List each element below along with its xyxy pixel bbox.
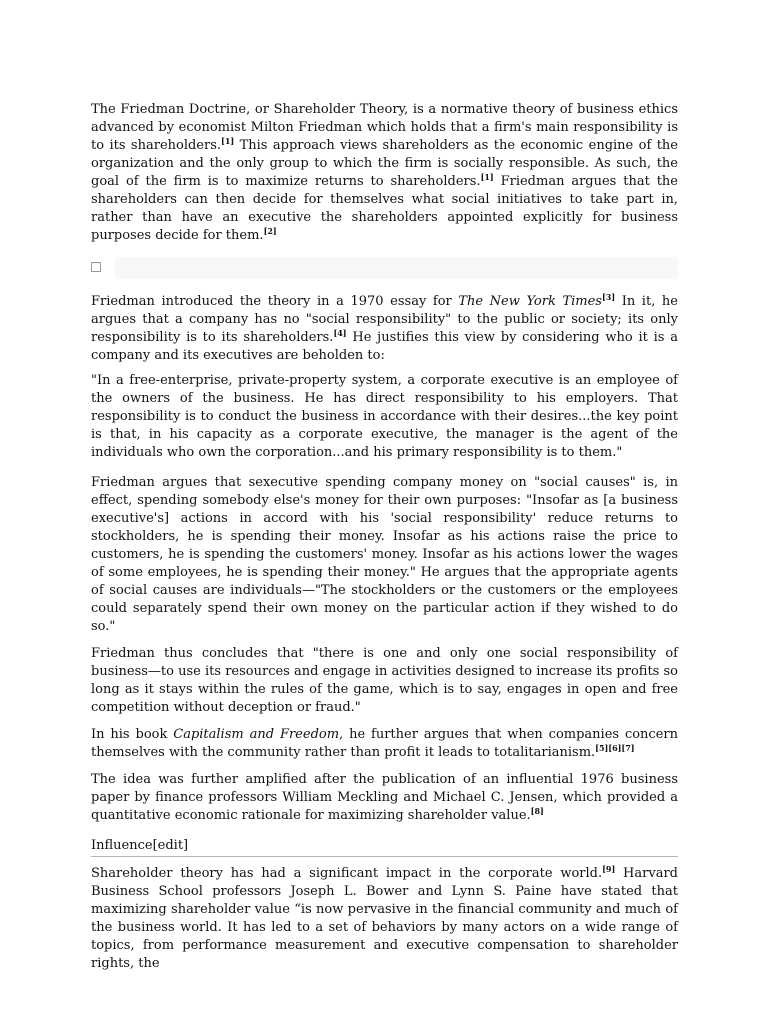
text-run: He justifies this view by considering who it is a company and its executives are beholden to: xyxy=(91,330,678,363)
citation[interactable]: [9] xyxy=(602,864,616,874)
text-run: In his book xyxy=(91,727,174,742)
intro-paragraph xyxy=(91,101,678,245)
citation[interactable]: [8] xyxy=(530,806,544,816)
amplification-paragraph xyxy=(91,771,678,825)
capitalism-paragraph xyxy=(91,726,678,762)
influence-heading: Influence[edit] xyxy=(91,837,678,857)
text-run: , he further argues that when companies concern themselves with the community rather than profit it leads to totalitarianism. xyxy=(91,727,678,760)
influence-paragraph xyxy=(91,865,678,973)
document-page xyxy=(91,101,678,973)
text-run: This approach views shareholders as the economic engine of the organization and the only group to which the firm is socially responsible. As such, the goal of the firm is to maximize returns to shareholders. xyxy=(91,138,678,189)
citation[interactable]: [4] xyxy=(333,328,347,338)
citation[interactable]: [1] xyxy=(480,172,494,182)
broken-image-icon xyxy=(91,262,101,272)
text-run: Shareholder theory has had a significant impact in the corporate world. xyxy=(91,866,603,881)
text-run: The idea was further amplified after the publication of an influential 1976 business paper by finance professors William Meckling and Michael C. Jensen, which provided a quantitative economic rationale for maximizing shareholder value. xyxy=(91,772,678,823)
text-run: Friedman introduced the theory in a 1970 essay for xyxy=(91,294,459,309)
publication-title: The New York Times xyxy=(458,294,602,309)
theory-intro-paragraph xyxy=(91,293,678,365)
citation[interactable]: [2] xyxy=(263,226,277,236)
conclusion-paragraph: Friedman thus concludes that "there is one and only one social responsibility of business—to use its resources and engage in activities designed to increase its profits so long as it stays within the rules of the game, which is to say, engages in open and free competition without deception or fraud." xyxy=(91,646,678,715)
citation[interactable]: [3] xyxy=(601,292,616,302)
text-run: Harvard Business School professors Joseph L. Bower and Lynn S. Paine have stated that maximizing shareholder value “is now pervasive in the financial community and much of the business world. It has led to a set of behaviors by many actors on a wide range of topics, from performance measurement and executive compensation to shareholder rights, the xyxy=(91,866,678,971)
image-placeholder-bar xyxy=(115,257,678,279)
book-title: Capitalism and Freedom xyxy=(173,727,340,742)
image-placeholder xyxy=(91,257,678,279)
text-run: Friedman argues that the shareholders can then decide for themselves what social initiatives to take part in, rather than have an executive the shareholders appointed explicitly for business purposes decide for them. xyxy=(91,174,678,243)
text-run: The Friedman Doctrine, or Shareholder Theory, is a normative theory of business ethics advanced by economist Milton Friedman which holds that a firm's main responsibility is to its shareholders. xyxy=(91,102,678,153)
friedman-quote: "In a free-enterprise, private-property system, a corporate executive is an employee of the owners of the business. He has direct responsibility to his employers. That responsibility is to conduct the business in accordance with their desires...the key point is that, in his capacity as a corporate executive, the manager is the agent of the individuals who own the corporation...and his primary responsibility is to them." xyxy=(91,373,678,460)
text-run: In it, he argues that a company has no "social responsibility" to the public or society; its only responsibility is to its shareholders. xyxy=(91,294,678,345)
citation[interactable]: [1] xyxy=(221,136,235,146)
social-causes-paragraph: Friedman argues that sexecutive spending company money on "social causes" is, in effect, spending somebody else's money for their own purposes: "Insofar as [a business executive's] actions in accord with his 'social responsibility' reduce returns to stockholders, he is spending their money. Insofar as his actions raise the price to customers, he is spending the customers' money. Insofar as his actions lower the wages of some employees, he is spending their money." He argues that the appropriate agents of social causes are individuals—"The stockholders or the customers or the employees could separately spend their own money on the particular action if they wished to do so." xyxy=(91,475,678,634)
citation[interactable]: [5][6][7] xyxy=(595,743,635,753)
